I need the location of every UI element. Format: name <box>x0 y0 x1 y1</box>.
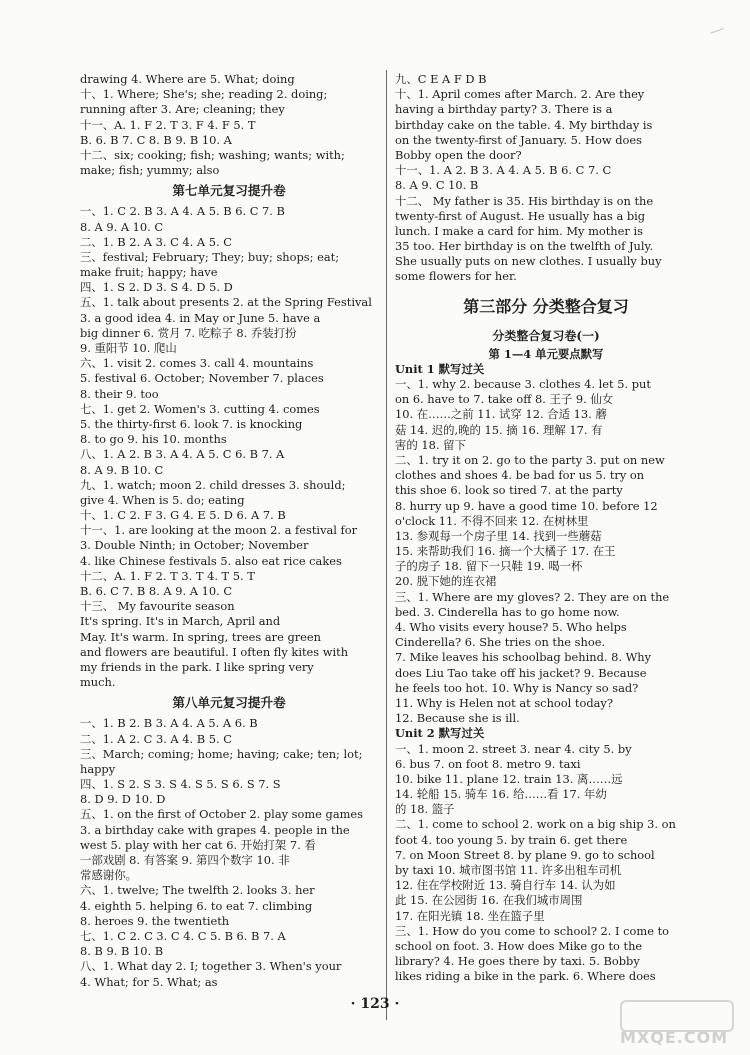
answer-line: 5. festival 6. October; November 7. places <box>80 371 324 386</box>
answer-line: 八、1. What day 2. I; together 3. When's your <box>80 959 342 974</box>
answer-line: 7. on Moon Street 8. by plane 9. go to school <box>395 847 655 862</box>
answer-line: some flowers for her. <box>395 269 517 284</box>
answer-line: 此 15. 在公园街 16. 在我们城市周围 <box>395 893 583 908</box>
answer-line: 7. Mike leaves his schoolbag behind. 8. Why <box>395 650 652 665</box>
answer-line: make fruit; happy; have <box>80 265 218 280</box>
answer-line: 10. 在……之前 11. 试穿 12. 合适 13. 蘑 <box>395 407 607 422</box>
answer-line: 十一、A. 1. F 2. T 3. F 4. F 5. T <box>80 117 256 132</box>
answer-line: west 5. play with her cat 6. 开始打架 7. 看 <box>80 837 316 852</box>
answer-line: 二、1. try it on 2. go to the party 3. put on new <box>395 452 665 467</box>
answer-line: lunch. I make a card for him. My mother is <box>395 223 643 238</box>
answer-line: 九、C E A F D B <box>395 72 487 86</box>
answer-line: 十二、A. 1. F 2. T 3. T 4. T 5. T <box>80 568 255 583</box>
answer-line: 菇 14. 迟的,晚的 15. 摘 16. 理解 17. 有 <box>395 422 603 437</box>
answer-line: this shoe 6. look so tired 7. at the party <box>395 483 623 498</box>
answer-line: 8. A 9. B 10. C <box>80 462 164 477</box>
answer-line: 十二、six; cooking; fish; washing; wants; with; <box>80 147 345 162</box>
answer-line: It's spring. It's in March, April and <box>80 614 281 629</box>
answer-line: Cinderella? 6. She tries on the shoe. <box>395 635 606 650</box>
answer-line: 子的房子 18. 留下一只鞋 19. 喝一杯 <box>395 559 583 574</box>
corner-scan-mark <box>711 28 728 43</box>
answer-line: 七、1. get 2. Women's 3. cutting 4. comes <box>80 401 320 416</box>
watermark <box>610 1000 740 1050</box>
answer-line: on the twenty-first of January. 5. How does <box>395 132 642 147</box>
answer-line: 五、1. talk about presents 2. at the Spring Festival <box>80 295 372 310</box>
answer-line: 5. the thirty-first 6. look 7. is knocking <box>80 416 303 431</box>
watermark-text: MXQE.COM <box>620 1028 729 1047</box>
answer-line: 3. Double Ninth; in October; November <box>80 538 309 553</box>
answer-line: May. It's warm. In spring, trees are green <box>80 629 321 644</box>
answer-line: 12. 住在学校附近 13. 骑自行车 14. 认为如 <box>395 878 616 893</box>
answer-line: 4. Who visits every house? 5. Who helps <box>395 620 627 634</box>
answer-line: 10. bike 11. plane 12. train 13. 离……远 <box>395 771 623 786</box>
answer-line: 8. A 9. A 10. C <box>80 219 164 234</box>
answer-line: 七、1. C 2. C 3. C 4. C 5. B 6. B 7. A <box>80 928 286 943</box>
answer-line: having a birthday party? 3. There is a <box>395 102 613 117</box>
answer-line: twenty-first of August. He usually has a big <box>395 208 646 223</box>
answer-line: 六、1. visit 2. comes 3. call 4. mountains <box>80 356 314 371</box>
answer-line: 8. their 9. too <box>80 386 159 401</box>
answer-line: 8. hurry up 9. have a good time 10. before 12 <box>395 498 658 513</box>
test-heading: 分类整合复习卷(一) <box>492 328 600 343</box>
answer-line: 3. a birthday cake with grapes 4. people in the <box>80 822 350 837</box>
answer-line: does Liu Tao take off his jacket? 9. Because <box>395 665 647 680</box>
answer-line: birthday cake on the table. 4. My birthday is <box>395 117 653 132</box>
answer-line: 三、1. Where are my gloves? 2. They are on the <box>395 589 670 604</box>
left-column <box>80 72 378 990</box>
answer-line: 五、1. on the first of October 2. play some games <box>80 807 363 822</box>
answer-line: 8. heroes 9. the twentieth <box>80 913 230 928</box>
answer-line: bed. 3. Cinderella has to go home now. <box>395 604 620 619</box>
answer-line: 十二、 My father is 35. His birthday is on the <box>395 193 654 208</box>
answer-line: 8. D 9. D 10. D <box>80 792 166 807</box>
answer-line: he feels too hot. 10. Why is Nancy so sad? <box>395 680 639 695</box>
column-divider <box>386 70 387 1020</box>
unit-heading: Unit 1 默写过关 <box>395 361 485 376</box>
answer-line: likes riding a bike in the park. 6. Where does <box>395 969 656 984</box>
answer-line: by taxi 10. 城市图书馆 11. 许多出租车司机 <box>395 863 622 877</box>
answer-line: 11. Why is Helen not at school today? <box>395 695 613 710</box>
answer-line: and flowers are beautiful. I often fly kites with <box>80 644 349 659</box>
answer-line: big dinner 6. 赏月 7. 吃粽子 8. 乔装打扮 <box>80 325 297 340</box>
answer-line: 二、1. B 2. A 3. C 4. A 5. C <box>80 234 232 249</box>
answer-line: 8. A 9. C 10. B <box>395 178 479 193</box>
answer-line: 三、1. How do you come to school? 2. I come to <box>395 923 669 938</box>
answer-line: make; fish; yummy; also <box>80 163 220 178</box>
answer-line: 4. eighth 5. helping 6. to eat 7. climbing <box>80 898 313 913</box>
answer-line: 8. B 9. B 10. B <box>80 944 164 959</box>
answer-line: 害的 18. 留下 <box>395 437 466 452</box>
answer-line: 一、1. moon 2. street 3. near 4. city 5. by <box>395 741 632 756</box>
answer-line: 四、1. S 2. D 3. S 4. D 5. D <box>80 280 233 295</box>
answer-line: 十一、1. A 2. B 3. A 4. A 5. B 6. C 7. C <box>395 163 612 178</box>
answer-line: 9. 重阳节 10. 爬山 <box>80 341 177 355</box>
answer-line: my friends in the park. I like spring very <box>80 659 314 674</box>
answer-line: happy <box>80 761 116 776</box>
answer-line: 17. 在阳光镇 18. 坐在篮子里 <box>395 908 545 923</box>
answer-line: clothes and shoes 4. be bad for us 5. try on <box>395 468 645 483</box>
answer-line: 十、1. April comes after March. 2. Are they <box>395 87 645 102</box>
answer-line: 4. like Chinese festivals 5. also eat rice cakes <box>80 553 342 568</box>
answer-line: 35 too. Her birthday is on the twelfth of July. <box>395 239 654 254</box>
answer-line: 6. bus 7. on foot 8. metro 9. taxi <box>395 756 581 771</box>
answer-line: She usually puts on new clothes. I usually buy <box>395 254 662 269</box>
answer-line: on 6. have to 7. take off 8. 王子 9. 仙女 <box>395 392 614 407</box>
answer-line: 的 18. 篮子 <box>395 802 455 817</box>
unit-heading: Unit 2 默写过关 <box>395 726 485 741</box>
subsection-heading: 第 1—4 单元要点默写 <box>488 346 604 361</box>
answer-line: 十、1. Where; She's; she; reading 2. doing; <box>80 87 328 102</box>
answer-line: 12. Because she is ill. <box>395 711 520 726</box>
answer-line: 4. What; for 5. What; as <box>80 974 218 989</box>
answer-line: 三、March; coming; home; having; cake; ten; lot; <box>80 746 363 761</box>
section-heading: 第七单元复习提升卷 <box>172 183 286 199</box>
answer-line: 一部戏剧 8. 有答案 9. 第四个数字 10. 非 <box>80 853 290 867</box>
answer-line: 15. 来帮助我们 16. 摘一个大橘子 17. 在王 <box>395 544 616 559</box>
page-number: · 123 · <box>350 996 400 1012</box>
answer-line: school on foot. 3. How does Mike go to the <box>395 938 643 953</box>
answer-line: 一、1. why 2. because 3. clothes 4. let 5. put <box>395 377 651 391</box>
answer-line: 二、1. come to school 2. work on a big ship 3. on <box>395 817 676 832</box>
answer-line: 一、1. C 2. B 3. A 4. A 5. B 6. C 7. B <box>80 204 285 219</box>
answer-line: o'clock 11. 不得不回来 12. 在树林里 <box>395 513 589 528</box>
answer-line: drawing 4. Where are 5. What; doing <box>80 72 295 86</box>
answer-line: 一、1. B 2. B 3. A 4. A 5. A 6. B <box>80 716 258 731</box>
answer-line: 8. to go 9. his 10. months <box>80 432 227 447</box>
answer-line: 三、festival; February; They; buy; shops; eat; <box>80 249 340 264</box>
section-heading: 第八单元复习提升卷 <box>172 695 286 711</box>
answer-line: 八、1. A 2. B 3. A 4. A 5. C 6. B 7. A <box>80 447 285 462</box>
part-heading: 第三部分 分类整合复习 <box>463 296 629 316</box>
answer-line: 二、1. A 2. C 3. A 4. B 5. C <box>80 731 232 746</box>
right-column <box>395 72 697 985</box>
answer-line: foot 4. too young 5. by train 6. get there <box>395 832 628 847</box>
answer-line: 十一、1. are looking at the moon 2. a festival for <box>80 523 358 538</box>
answer-line: 常感谢你。 <box>80 868 137 883</box>
answer-line: library? 4. He goes there by taxi. 5. Bobby <box>395 954 640 969</box>
answer-line: running after 3. Are; cleaning; they <box>80 102 285 117</box>
answer-line: 13. 参观每一个房子里 14. 找到一些蘑菇 <box>395 528 602 543</box>
answer-line: 六、1. twelve; The twelfth 2. looks 3. her <box>80 883 315 898</box>
answer-line: B. 6. B 7. C 8. B 9. B 10. A <box>80 132 232 147</box>
answer-line: 20. 脱下她的连衣裙 <box>395 574 497 589</box>
answer-line: 3. a good idea 4. in May or June 5. have a <box>80 310 321 325</box>
answer-line: give 4. When is 5. do; eating <box>80 492 245 507</box>
answer-line: Bobby open the door? <box>395 147 522 162</box>
answer-line: 四、1. S 2. S 3. S 4. S 5. S 6. S 7. S <box>80 777 281 792</box>
answer-line: much. <box>80 675 116 690</box>
answer-line: 九、1. watch; moon 2. child dresses 3. should; <box>80 477 346 492</box>
answer-line: 十三、 My favourite season <box>80 599 235 614</box>
answer-line: B. 6. C 7. B 8. A 9. A 10. C <box>80 584 233 598</box>
answer-line: 14. 轮船 15. 骑车 16. 给……看 17. 年幼 <box>395 787 607 802</box>
answer-line: 十、1. C 2. F 3. G 4. E 5. D 6. A 7. B <box>80 508 286 523</box>
